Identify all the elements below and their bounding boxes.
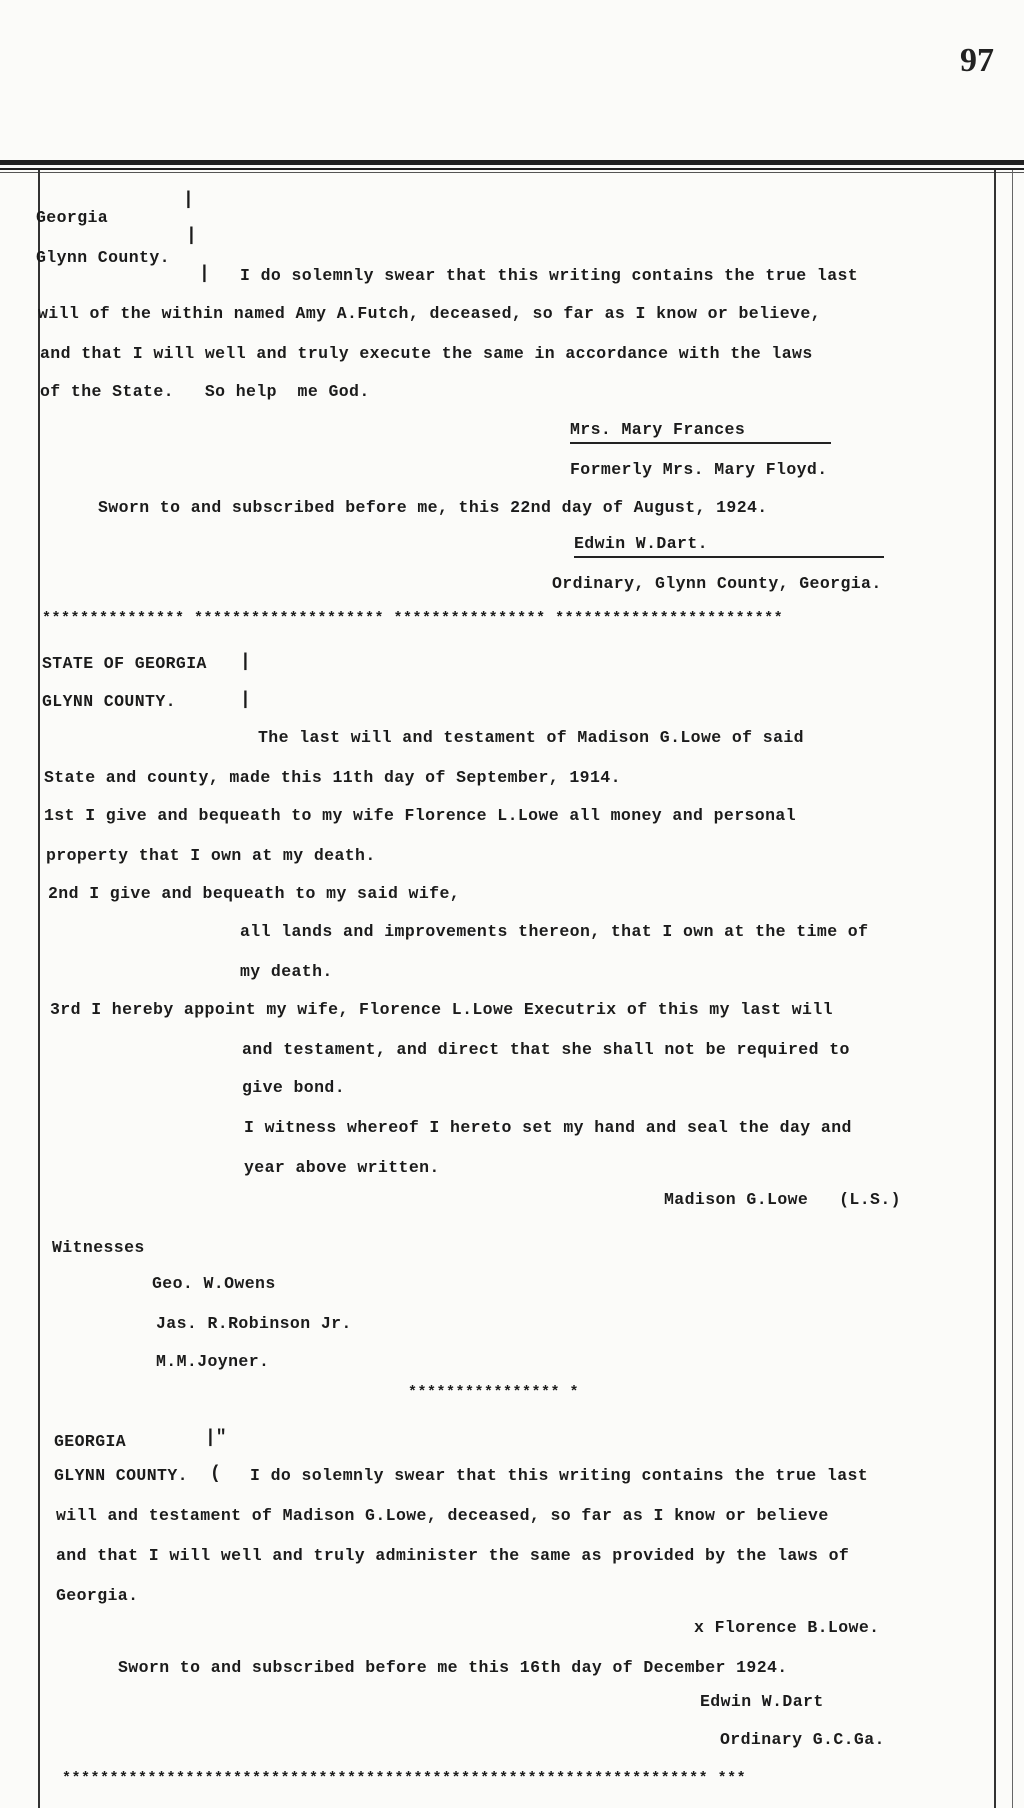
s3-oath-line: I do solemnly swear that this writing contains the true last xyxy=(250,1466,869,1485)
s3-official-title: Ordinary G.C.Ga. xyxy=(720,1730,885,1749)
bracket-mark: | xyxy=(240,690,251,710)
s2-will-line: State and county, made this 11th day of September, 1914. xyxy=(44,768,621,787)
top-rule-thin xyxy=(0,168,1024,170)
top-rule-hairline xyxy=(0,172,1024,173)
s1-oath-line: I do solemnly swear that this writing contains the true last xyxy=(240,266,859,285)
s2-signature: Madison G.Lowe (L.S.) xyxy=(664,1190,901,1209)
s2-will-line: my death. xyxy=(240,962,333,981)
separator-stars: **************** * xyxy=(408,1384,580,1401)
top-rule xyxy=(0,160,1024,165)
separator-stars-bottom: ******************************************************************** *** xyxy=(62,1770,747,1787)
page-number: 97 xyxy=(960,42,994,79)
s3-oath-line: and that I will well and truly administer the same as provided by the laws of xyxy=(56,1546,850,1565)
s1-official-text: Edwin W.Dart. xyxy=(574,536,884,558)
s2-witness: Geo. W.Owens xyxy=(152,1274,276,1293)
s2-will-line: 2nd I give and bequeath to my said wife, xyxy=(48,884,461,903)
s2-witnesses-label: Witnesses xyxy=(52,1238,145,1257)
s3-state: GEORGIA xyxy=(54,1432,127,1451)
bracket-mark: ( xyxy=(210,1464,221,1484)
outer-right-margin-line xyxy=(1012,170,1013,1808)
left-margin-line xyxy=(38,170,40,1808)
s1-sworn: Sworn to and subscribed before me, this 22nd day of August, 1924. xyxy=(98,498,768,517)
s2-state: STATE OF GEORGIA xyxy=(42,654,207,673)
s3-county: GLYNN COUNTY. xyxy=(54,1466,188,1485)
s2-county: GLYNN COUNTY. xyxy=(42,692,176,711)
s1-state: Georgia xyxy=(36,208,109,227)
s1-signer xyxy=(570,422,831,444)
s1-signer-note: Formerly Mrs. Mary Floyd. xyxy=(570,460,828,479)
s2-will-line: year above written. xyxy=(244,1158,440,1177)
s3-oath-line: will and testament of Madison G.Lowe, deceased, so far as I know or believe xyxy=(56,1506,829,1525)
bracket-mark: | xyxy=(240,652,251,672)
s1-oath-line: will of the within named Amy A.Futch, deceased, so far as I know or believe, xyxy=(38,304,821,323)
s1-official-title: Ordinary, Glynn County, Georgia. xyxy=(552,574,882,593)
s3-signer: x Florence B.Lowe. xyxy=(694,1618,880,1637)
s1-oath-line: and that I will well and truly execute the same in accordance with the laws xyxy=(40,344,813,363)
bracket-mark: | xyxy=(183,190,194,210)
s3-sworn: Sworn to and subscribed before me this 16th day of December 1924. xyxy=(118,1658,788,1677)
s1-oath-line: of the State. So help me God. xyxy=(40,382,370,401)
s2-will-line: The last will and testament of Madison G.Lowe of said xyxy=(258,728,804,747)
s2-witness: Jas. R.Robinson Jr. xyxy=(156,1314,352,1333)
s3-official: Edwin W.Dart xyxy=(700,1692,824,1711)
s2-will-line: property that I own at my death. xyxy=(46,846,376,865)
bracket-mark: | xyxy=(199,264,210,284)
s1-signer-text: Mrs. Mary Frances xyxy=(570,422,831,444)
s2-will-line: all lands and improvements thereon, that I own at the time of xyxy=(240,922,869,941)
s2-will-line: I witness whereof I hereto set my hand and seal the day and xyxy=(244,1118,852,1137)
bracket-mark: | xyxy=(186,226,197,246)
s1-official xyxy=(574,536,884,558)
s2-will-line: give bond. xyxy=(242,1078,346,1097)
separator-stars: *************** ******************** **************** ************************ xyxy=(42,610,784,627)
s2-will-line: 1st I give and bequeath to my wife Florence L.Lowe all money and personal xyxy=(44,806,797,825)
bracket-mark: |" xyxy=(205,1428,227,1448)
s2-will-line: 3rd I hereby appoint my wife, Florence L.Lowe Executrix of this my last will xyxy=(50,1000,833,1019)
s2-will-line: and testament, and direct that she shall not be required to xyxy=(242,1040,850,1059)
right-margin-line xyxy=(994,170,996,1808)
s1-county: Glynn County. xyxy=(36,248,170,267)
s2-witness: M.M.Joyner. xyxy=(156,1352,270,1371)
s3-oath-line: Georgia. xyxy=(56,1586,139,1605)
